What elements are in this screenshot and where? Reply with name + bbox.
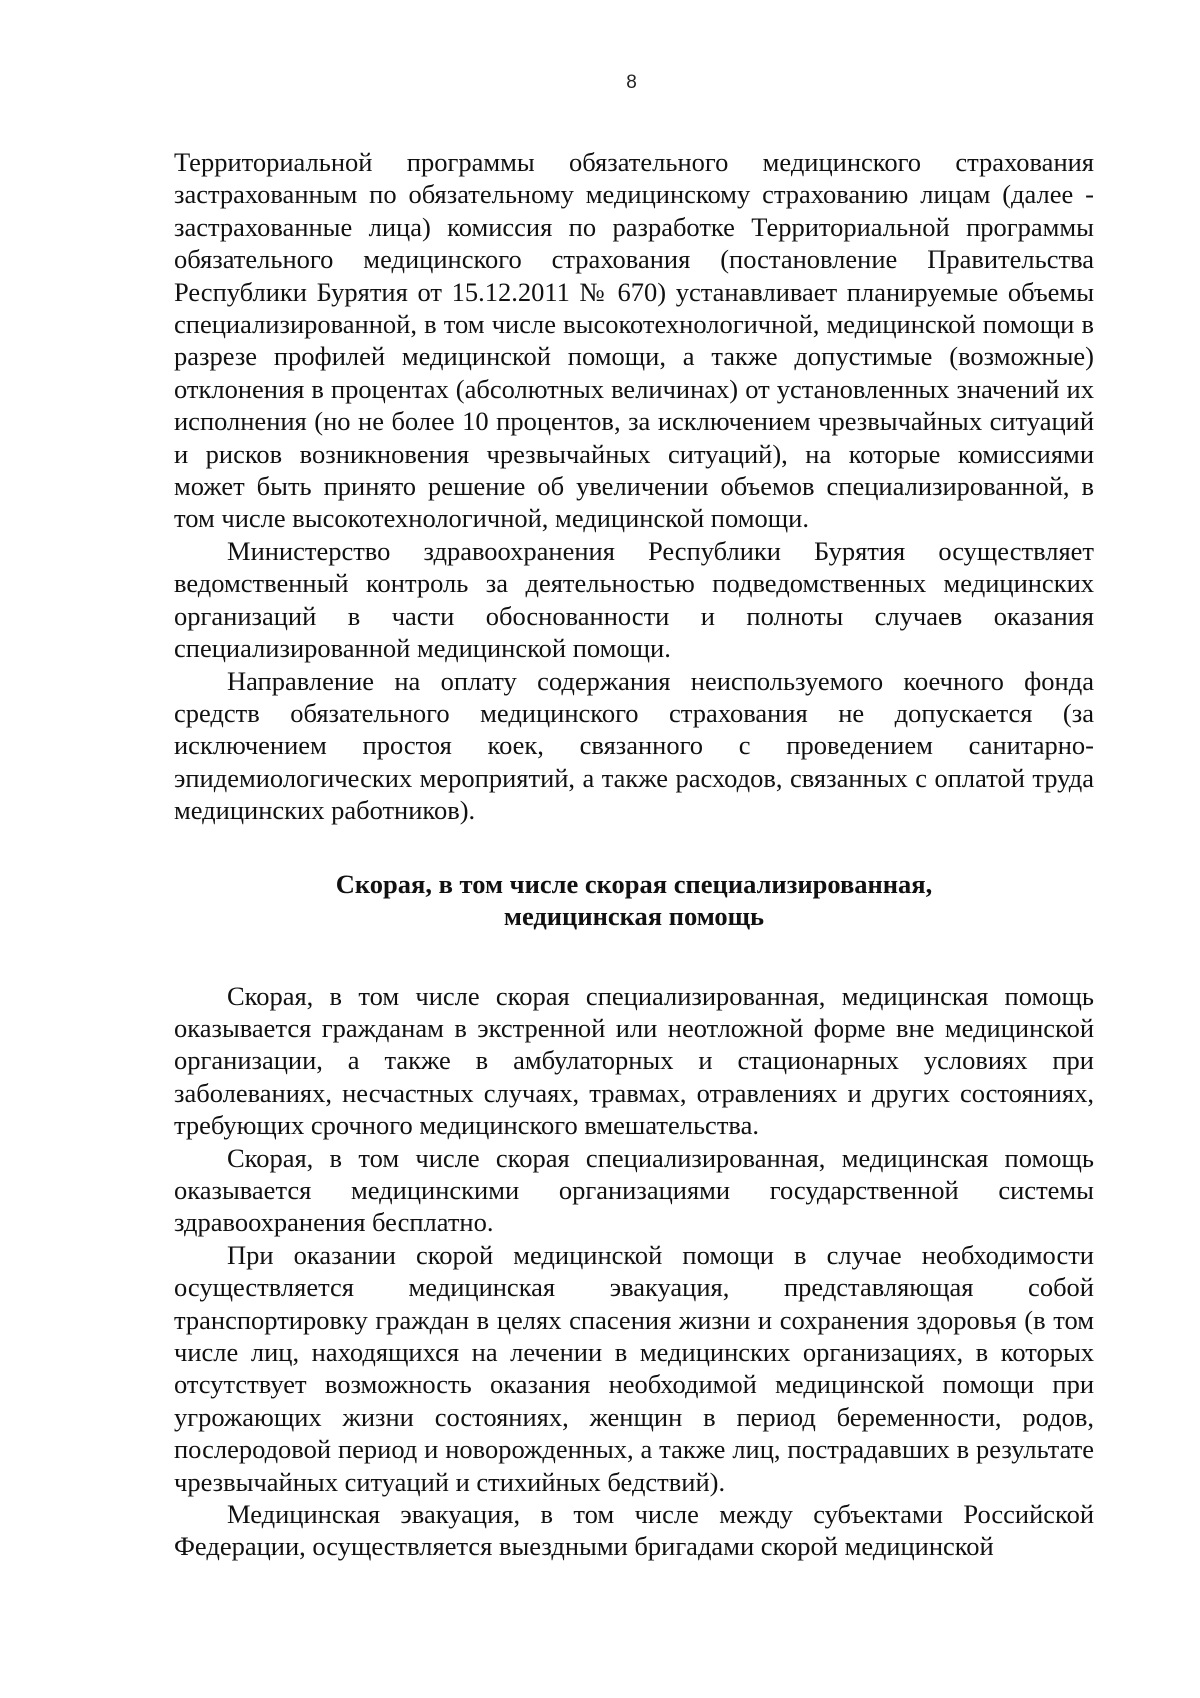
paragraph-medical-evacuation: При оказании скорой медицинской помощи в случае необходимости осуществляется медицинская эвакуация, представляющая собой транспортировку граждан в целях спасения жизни и сохранения здоровья (в том числе лиц, находящихся на лечении в медицинских организациях, в которых отсутствует возможность оказания необходимой медицинской помощи при угрожающих жизни состояниях, женщин в период беременности, родов, послеродовой период и новорожденных, а также лиц, пострадавших в результате чрезвычайных ситуаций и стихийных бедствий).: [174, 1239, 1094, 1497]
document-body: [174, 146, 1094, 1563]
paragraph-continuation: Территориальной программы обязательного медицинского страхования застрахованным по обязательному медицинскому страхованию лицам (далее - застрахованные лица) комиссия по разработке Территориальной программы обязательного медицинского страхования (постановление Правительства Республики Бурятия от 15.12.2011 № 670) устанавливает планируемые объемы специализированной, в том числе высокотехнологичной, медицинской помощи в разрезе профилей медицинской помощи, а также допустимые (возможные) отклонения в процентах (абсолютных величинах) от установленных значений их исполнения (но не более 10 процентов, за исключением чрезвычайных ситуаций и рисков возникновения чрезвычайных ситуаций), на которые комиссиями может быть принято решение об увеличении объемов специализированной, в том числе высокотехнологичной, медицинской помощи.: [174, 147, 1094, 534]
page-number: 8: [626, 72, 637, 93]
paragraph-ministry-control: Министерство здравоохранения Республики Бурятия осуществляет ведомственный контроль за деятельностью подведомственных медицинских организаций в части обоснованности и полноты случаев оказания специализированной медицинской помощи.: [174, 535, 1094, 664]
section-heading: [174, 868, 1094, 932]
section-heading-line-2: медицинская помощь: [503, 900, 765, 931]
section-heading-line-1: Скорая, в том числе скорая специализированная,: [335, 868, 933, 899]
paragraph-emergency-care: Скорая, в том числе скорая специализированная, медицинская помощь оказывается гражданам в экстренной или неотложной форме вне медицинской организации, а также в амбулаторных и стационарных условиях при заболеваниях, несчастных случаях, травмах, отравлениях и других состояниях, требующих срочного медицинского вмешательства.: [174, 980, 1094, 1141]
paragraph-evacuation-regions: Медицинская эвакуация, в том числе между субъектами Российской Федерации, осуществляется выездными бригадами скорой медицинской: [174, 1499, 1094, 1562]
paragraph-bed-fund: Направление на оплату содержания неиспользуемого коечного фонда средств обязательного медицинского страхования не допускается (за исключением простоя коек, связанного с проведением санитарно- эпидемиологических мероприятий, а также расходов, связанных с оплатой труда медицинских работников).: [174, 665, 1094, 826]
paragraph-free-of-charge: Скорая, в том числе скорая специализированная, медицинская помощь оказывается медицинскими организациями государственной системы здравоохранения бесплатно.: [174, 1142, 1094, 1238]
